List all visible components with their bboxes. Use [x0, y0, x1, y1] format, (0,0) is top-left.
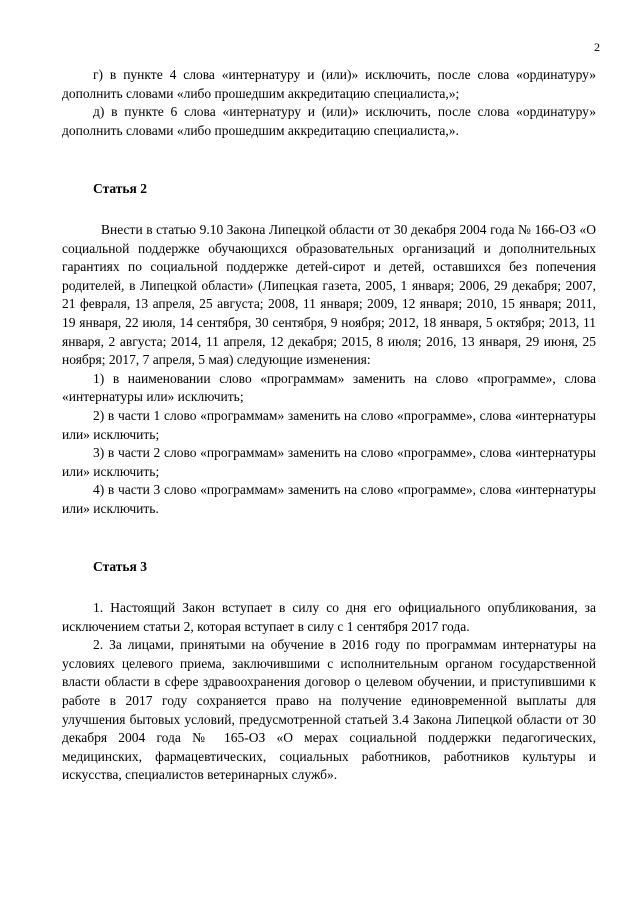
article-3-item-1: 1. Настоящий Закон вступает в силу со дня его официального опубликования, за исключением статьи 2, которая вступает в силу с 1 сентября 2017 года.: [62, 600, 596, 634]
article-2-item-3: 3) в части 2 слово «программам» заменить на слово «программе», слова «интернатуры или» исключить;: [62, 445, 596, 479]
article-2-item-1: 1) в наименовании слово «программам» заменить на слово «программе», слова «интернатуры или» исключить;: [62, 370, 596, 405]
article-2-lead: Внести в статью 9.10 Закона Липецкой области от 30 декабря 2004 года № 166-ОЗ «О социальной поддержке обучающихся образовательных организаций и дополнительных гарантиях по социальной поддержке детей-сирот и детей, оставшихся без попечения родителей, в Липецкой области» (Липецкая газета, 2005, 1 января; 2006, 29 декабря; 2007, 21 февраля, 13 апреля, 25 августа; 2008, 11 января; 2009, 12 января; 2010, 15 января; 2011, 19 января, 22 июля, 14 сентября, 30 сентября, 9 ноября; 2012, 18 января, 5 октября; 2013, 11 января, 2 августа; 2014, 11 апреля, 12 декабря; 2015, 8 июля; 2016, 13 января, 29 июня, 25 ноября; 2017, 7 апреля, 5 мая) следующие изменения:: [62, 221, 596, 368]
article-2-heading: Статья 2: [93, 181, 147, 197]
article-2-item-4: 4) в части 3 слово «программам» заменить на слово «программе», слова «интернатуры или» исключить.: [62, 482, 596, 516]
document-body: [62, 66, 596, 785]
page-number: 2: [594, 40, 600, 54]
article-3-heading: Статья 3: [93, 559, 147, 575]
intro-item-g: г) в пункте 4 слова «интернатуру и (или)» исключить, после слова «ординатуру» дополнить словами «либо прошедшим аккредитацию специалиста,»;: [62, 67, 596, 101]
article-3-item-2: 2. За лицами, принятыми на обучение в 2016 году по программам интернатуры на условиях целевого приема, заключившими с исполнительным органом государственной власти области в сфере здравоохранения договор о целевом обучении, и приступившими к работе в 2017 году сохраняется право на получение единовременной выплаты для улучшения бытовых условий, предусмотренной статьей 3.4 Закона Липецкой области от 30 декабря 2004 года № 165-ОЗ «О мерах социальной поддержки педагогических, медицинских, фармацевтических, социальных работников, работников культуры и искусства, специалистов ветеринарных служб».: [62, 637, 596, 783]
intro-item-d: д) в пункте 6 слова «интернатуру и (или)» исключить, после слова «ординатуру» дополнить словами «либо прошедшим аккредитацию специалиста,».: [62, 104, 596, 138]
article-2-item-2: 2) в части 1 слово «программам» заменить на слово «программе», слова «интернатуры или» исключить;: [62, 407, 596, 442]
